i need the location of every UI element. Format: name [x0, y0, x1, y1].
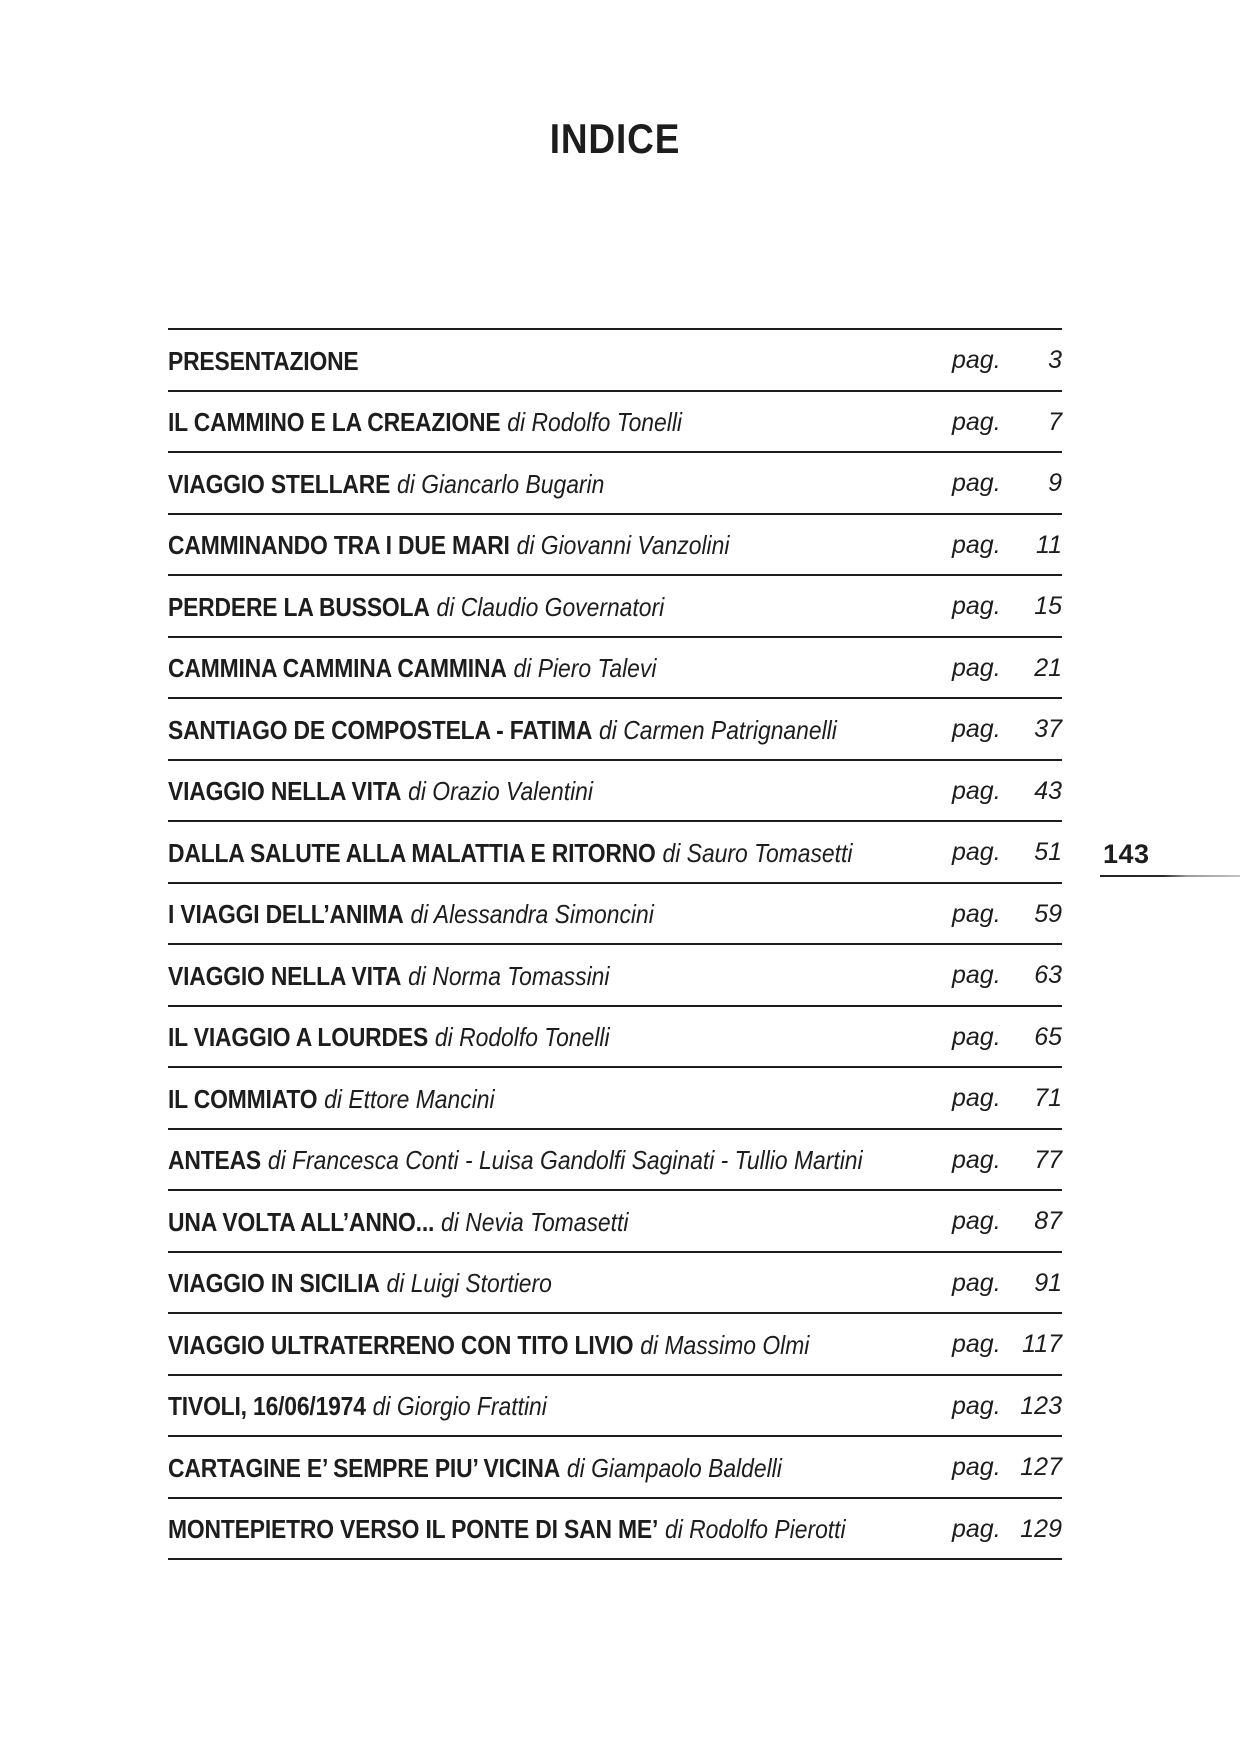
entry-page-ref: [952, 1191, 1062, 1251]
folio-page-number: 143: [1103, 839, 1150, 869]
entry-author: di Rodolfo Tonelli: [507, 407, 683, 438]
toc-entry: [168, 1435, 1062, 1497]
entry-page-number: 87: [1034, 1207, 1062, 1236]
entry-title: DALLA SALUTE ALLA MALATTIA E RITORNO: [168, 837, 656, 868]
entry-page-ref: [952, 392, 1062, 452]
toc-entry: [168, 943, 1062, 1005]
entry-page-ref: [952, 1314, 1062, 1374]
entry-page-number: 3: [1048, 346, 1062, 375]
entry-author: di Claudio Governatori: [436, 591, 665, 622]
entry-page-number: 71: [1034, 1084, 1062, 1113]
toc-entry: [168, 1005, 1062, 1067]
entry-title: VIAGGIO NELLA VITA: [168, 960, 402, 991]
entry-page-number: 129: [1020, 1514, 1062, 1543]
entry-page-number: 117: [1022, 1330, 1062, 1359]
entry-pag-label: pag.: [952, 469, 1001, 498]
entry-author: di Giorgio Frattini: [372, 1391, 547, 1422]
toc-entry-text: [168, 776, 593, 807]
entry-title: UNA VOLTA ALL’ANNO...: [168, 1206, 435, 1237]
folio-rule: [1100, 875, 1240, 877]
toc-entry: [168, 882, 1062, 944]
entry-title: SANTIAGO DE COMPOSTELA - FATIMA: [168, 714, 593, 745]
toc-entry-text: [168, 1330, 809, 1358]
toc-entry-text: [168, 838, 852, 866]
entry-pag-label: pag.: [952, 1268, 1001, 1297]
toc-entry-text: [168, 407, 683, 438]
entry-page-number: 59: [1034, 899, 1062, 928]
toc-entry-text: [168, 715, 837, 743]
entry-title: CARTAGINE E’ SEMPRE PIU’ VICINA: [168, 1452, 561, 1483]
entry-title: IL VIAGGIO A LOURDES: [168, 1022, 429, 1053]
toc-entry: [168, 636, 1062, 698]
entry-pag-label: pag.: [952, 961, 1001, 990]
entry-page-number: 11: [1036, 530, 1062, 559]
entry-title: ANTEAS: [168, 1145, 262, 1176]
entry-page-ref: [952, 576, 1062, 636]
entry-title: TIVOLI, 16/06/1974: [168, 1391, 366, 1422]
toc-entry-text: [168, 469, 604, 497]
entry-page-ref: [952, 761, 1062, 821]
entry-pag-label: pag.: [952, 1084, 1001, 1113]
entry-author: di Sauro Tomasetti: [662, 837, 853, 868]
toc-entry-text: [168, 592, 664, 620]
entry-page-ref: [952, 1437, 1062, 1497]
entry-page-ref: [952, 453, 1062, 513]
entry-page-number: 77: [1034, 1145, 1062, 1174]
entry-page-number: 37: [1034, 715, 1062, 744]
entry-page-ref: [952, 515, 1062, 575]
entry-title: CAMMINA CAMMINA CAMMINA: [168, 653, 507, 684]
entry-pag-label: pag.: [952, 530, 1001, 559]
entry-page-number: 21: [1034, 653, 1062, 682]
toc-entry-text: [168, 1514, 846, 1545]
entry-title: CAMMINANDO TRA I DUE MARI: [168, 530, 510, 561]
entry-pag-label: pag.: [952, 776, 1001, 805]
entry-page-ref: [952, 638, 1062, 698]
toc-entry-text: [168, 1391, 547, 1422]
toc-entry: [168, 1374, 1062, 1436]
toc-entry-text: [168, 1268, 552, 1299]
toc-entry-text: [168, 1084, 495, 1112]
entry-pag-label: pag.: [952, 346, 1001, 375]
entry-title: VIAGGIO IN SICILIA: [168, 1268, 380, 1299]
entry-author: di Alessandra Simoncini: [410, 899, 654, 930]
toc-entry: [168, 451, 1062, 513]
toc-entry: [168, 328, 1062, 390]
entry-pag-label: pag.: [952, 407, 1001, 436]
toc-entry: [168, 574, 1062, 636]
entry-pag-label: pag.: [952, 1514, 1001, 1543]
entry-page-ref: [952, 884, 1062, 944]
entry-title: VIAGGIO STELLARE: [168, 468, 391, 499]
entry-author: di Piero Talevi: [513, 653, 657, 684]
entry-title: PRESENTAZIONE: [168, 345, 359, 376]
entry-page-number: 9: [1048, 469, 1062, 498]
entry-title: I VIAGGI DELL’ANIMA: [168, 899, 404, 930]
entry-page-ref: [952, 1253, 1062, 1313]
entry-page-number: 91: [1034, 1268, 1062, 1297]
entry-author: di Norma Tomassini: [408, 960, 610, 991]
entry-page-number: 127: [1020, 1453, 1062, 1482]
toc-entry: [168, 513, 1062, 575]
toc-entry: [168, 1312, 1062, 1374]
toc-entry-text: [168, 1145, 863, 1176]
entry-pag-label: pag.: [952, 1145, 1001, 1174]
entry-author: di Nevia Tomasetti: [441, 1206, 629, 1237]
entry-page-number: 65: [1034, 1022, 1062, 1051]
entry-author: di Giancarlo Bugarin: [397, 468, 605, 499]
toc-entry-text: [168, 1207, 628, 1235]
entry-author: di Orazio Valentini: [408, 776, 593, 807]
toc-entry-text: [168, 1453, 782, 1481]
entry-page-ref: [952, 1130, 1062, 1190]
toc-entry-text: [168, 899, 654, 930]
entry-author: di Ettore Mancini: [324, 1083, 495, 1114]
entry-page-ref: [952, 1499, 1062, 1559]
entry-page-number: 123: [1020, 1391, 1062, 1420]
entry-pag-label: pag.: [952, 838, 1001, 867]
toc-entry-text: [168, 653, 657, 684]
entry-author: di Giampaolo Baldelli: [566, 1452, 782, 1483]
toc-entry: [168, 1189, 1062, 1251]
entry-title: VIAGGIO ULTRATERRENO CON TITO LIVIO: [168, 1329, 634, 1360]
entry-pag-label: pag.: [952, 1022, 1001, 1051]
toc-entry-text: [168, 961, 609, 989]
entry-page-ref: [952, 1068, 1062, 1128]
entry-author: di Luigi Stortiero: [386, 1268, 552, 1299]
entry-title: IL CAMMINO E LA CREAZIONE: [168, 407, 501, 438]
entry-pag-label: pag.: [952, 1391, 1001, 1420]
entry-author: di Rodolfo Tonelli: [434, 1022, 610, 1053]
entry-title: IL COMMIATO: [168, 1083, 318, 1114]
toc-entry: [168, 1497, 1062, 1559]
entry-pag-label: pag.: [952, 653, 1001, 682]
entry-author: di Giovanni Vanzolini: [516, 530, 730, 561]
toc-entry-text: [168, 1022, 610, 1053]
entry-page-ref: [952, 330, 1062, 390]
entry-page-number: 43: [1034, 776, 1062, 805]
toc-entry: [168, 697, 1062, 759]
toc-entry-text: [168, 530, 730, 561]
entry-page-ref: [952, 699, 1062, 759]
entry-title: PERDERE LA BUSSOLA: [168, 591, 430, 622]
toc-entry: [168, 390, 1062, 452]
entry-pag-label: pag.: [952, 715, 1001, 744]
toc-list: [168, 328, 1062, 1560]
entry-page-number: 51: [1034, 838, 1062, 867]
toc-entry: [168, 1251, 1062, 1313]
toc-entry: [168, 1128, 1062, 1190]
toc-entry: [168, 820, 1062, 882]
entry-pag-label: pag.: [952, 592, 1001, 621]
toc-entry: [168, 1066, 1062, 1128]
entry-page-number: 63: [1034, 961, 1062, 990]
entry-page-ref: [952, 1007, 1062, 1067]
entry-pag-label: pag.: [952, 1453, 1001, 1482]
entry-page-ref: [952, 945, 1062, 1005]
entry-pag-label: pag.: [952, 1330, 1001, 1359]
entry-pag-label: pag.: [952, 899, 1001, 928]
entry-author: di Carmen Patrignanelli: [599, 714, 837, 745]
toc-entry-text: [168, 346, 359, 374]
toc-entry: [168, 759, 1062, 821]
entry-pag-label: pag.: [952, 1207, 1001, 1236]
entry-title: MONTEPIETRO VERSO IL PONTE DI SAN ME’: [168, 1514, 659, 1545]
entry-author: di Rodolfo Pierotti: [664, 1514, 846, 1545]
entry-page-ref: [952, 1376, 1062, 1436]
entry-page-number: 7: [1048, 407, 1062, 436]
entry-page-number: 15: [1034, 592, 1062, 621]
entry-author: di Francesca Conti - Luisa Gandolfi Saginati - Tullio Martini: [267, 1145, 863, 1176]
entry-author: di Massimo Olmi: [640, 1329, 810, 1360]
entry-title: VIAGGIO NELLA VITA: [168, 776, 402, 807]
page-title: INDICE: [549, 115, 681, 162]
entry-page-ref: [952, 822, 1062, 882]
